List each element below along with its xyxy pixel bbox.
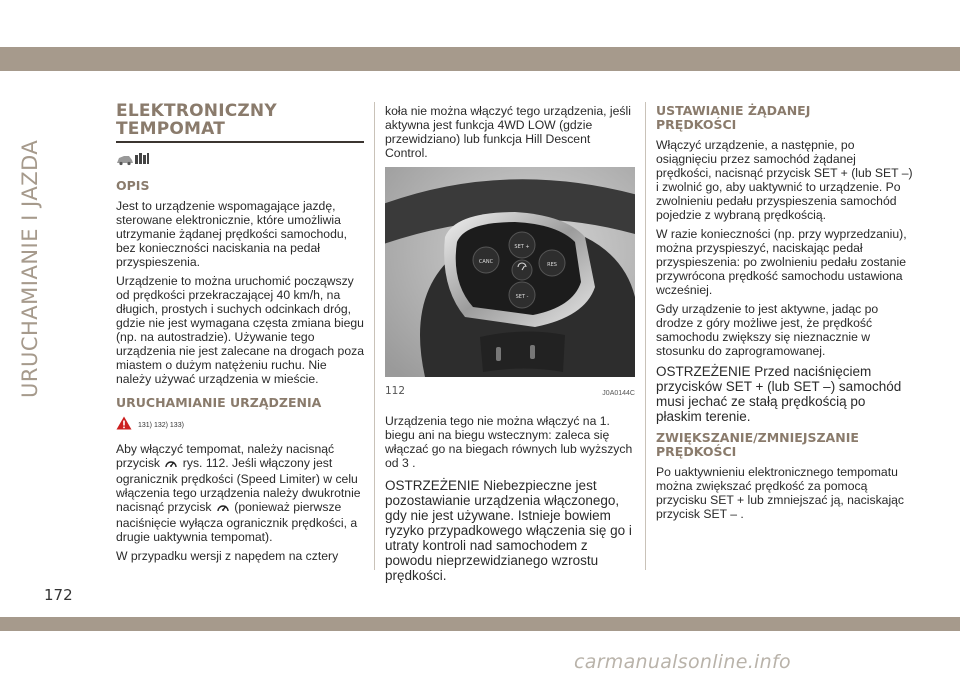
column-divider bbox=[645, 102, 646, 570]
cruise-control-icon bbox=[164, 458, 178, 472]
set-plus-button-label: SET + bbox=[514, 244, 530, 250]
paragraph: Aby włączyć tempomat, należy nacisnąć przycisk rys. 112. Jeśli włączony jest ogranicznik prędkości (Speed Limiter) w celu włączenia tego urządzenia należy dwukrotnie nacisnąć przycisk (ponieważ pierwsze naciśnięcie wyłącza ogranicznik prędkości, a drugie uaktywnia tempomat). bbox=[116, 442, 361, 544]
set-minus-button-label: SET - bbox=[515, 294, 529, 300]
warning-paragraph: OSTRZEŻENIE Niebezpieczne jest pozostawianie urządzenia włączonego, gdy nie jest używane. Istnieje bowiem ryzyko przypadkowego włączenia się go i utraty kontroli nad samochodem z powodu nieprzewidzianego wzrostu prędkości. bbox=[385, 478, 632, 583]
page-title: ELEKTRONICZNY TEMPOMAT bbox=[116, 101, 277, 139]
heading-opis: OPIS bbox=[116, 178, 150, 193]
paragraph: Włączyć urządzenie, a następnie, po osiągnięciu przez samochód żądanej prędkości, nacisnąć przycisk SET + (lub SET –) i zwolnić go, aby uaktywnić to urządzenie. Po zwolnieniu pedału przyspieszenia samochód pojedzie z wybraną prędkością. bbox=[656, 138, 913, 222]
column-1 bbox=[116, 102, 364, 568]
steering-wheel-figure bbox=[385, 167, 635, 377]
figure-number: 112 bbox=[385, 385, 406, 397]
canc-button-label: CANC bbox=[478, 259, 494, 265]
figure-caption bbox=[385, 385, 635, 397]
bottom-band bbox=[0, 617, 960, 631]
watermark: carmanualsonline.info bbox=[574, 651, 791, 673]
feature-icon-row bbox=[116, 151, 364, 171]
paragraph: Gdy urządzenie to jest aktywne, jadąc po drodze z góry możliwe jest, że prędkość samochodu zwiększy się nieznacznie w stosunku do zaprogramowanej. bbox=[656, 302, 879, 358]
warning-triangle-icon bbox=[116, 416, 132, 435]
res-button-label: RES bbox=[547, 262, 557, 268]
paragraph: Jest to urządzenie wspomagające jazdę, sterowane elektronicznie, które umożliwia utrzymanie żądanej prędkości samochodu, bez konieczności naciskania na pedał przyspieszenia. bbox=[116, 199, 348, 269]
cruise-control-icon bbox=[216, 502, 230, 516]
paragraph: koła nie można włączyć tego urządzenia, jeśli aktywna jest funkcja 4WD LOW (gdzie przewidziano) lub funkcja Hill Descent Control. bbox=[385, 104, 631, 160]
paragraph: Urządzenia tego nie można włączyć na 1. biegu ani na biegu wstecznym: zaleca się włączać go na biegach równych lub wyższych od 3 . bbox=[385, 414, 633, 470]
steering-wheel-illustration bbox=[385, 167, 635, 377]
page-number: 172 bbox=[44, 586, 73, 604]
paragraph: Urządzenie to można uruchomić począwszy od prędkości przekraczającej 40 km/h, na długich, prostych i suchych odcinkach dróg, gdzie nie jest wymagana częsta zmiana biegu (np. na autostradzie). Używanie tego urządzenia nie jest zalecane na drogach poza miastem o dużym natężeniu ruchu. Nie należy używać urządzenia w mieście. bbox=[116, 274, 364, 386]
title-rule bbox=[116, 141, 364, 143]
column-divider bbox=[374, 102, 375, 570]
warning-refs-text: 131) 132) 133) bbox=[138, 421, 184, 429]
car-feature-icon bbox=[116, 152, 150, 171]
paragraph: W razie konieczności (np. przy wyprzedzaniu), można przyspieszyć, naciskając pedał przyspieszenia: po zwolnieniu pedału zostanie przywrócona prędkość samochodu ustawiona wcześniej. bbox=[656, 227, 907, 297]
column-3 bbox=[656, 102, 914, 526]
column-2 bbox=[385, 104, 635, 590]
warning-paragraph: OSTRZEŻENIE Przed naciśnięciem przycisków SET + (lub SET –) samochód musi jechać ze stałą prędkością po płaskim terenie. bbox=[656, 364, 902, 424]
heading-uruchamianie: URUCHAMIANIE URZĄDZENIA bbox=[116, 395, 322, 410]
warning-references bbox=[116, 416, 364, 434]
figure-code: J0A0144C bbox=[602, 390, 635, 397]
paragraph: Po uaktywnieniu elektronicznego tempomatu można zwiększać prędkość za pomocą przycisku SET + lub zmniejszać ją, naciskając przycisk SET – . bbox=[656, 465, 905, 521]
paragraph: W przypadku wersji z napędem na cztery bbox=[116, 549, 339, 563]
top-band bbox=[0, 47, 960, 71]
heading-zwiekszanie: ZWIĘKSZANIE/ZMNIEJSZANIE PRĘDKOŚCI bbox=[656, 430, 859, 459]
heading-ustawianie: USTAWIANIE ŻĄDANEJ PRĘDKOŚCI bbox=[656, 103, 811, 132]
section-side-label: URUCHAMIANIE I JAZDA bbox=[18, 139, 42, 398]
